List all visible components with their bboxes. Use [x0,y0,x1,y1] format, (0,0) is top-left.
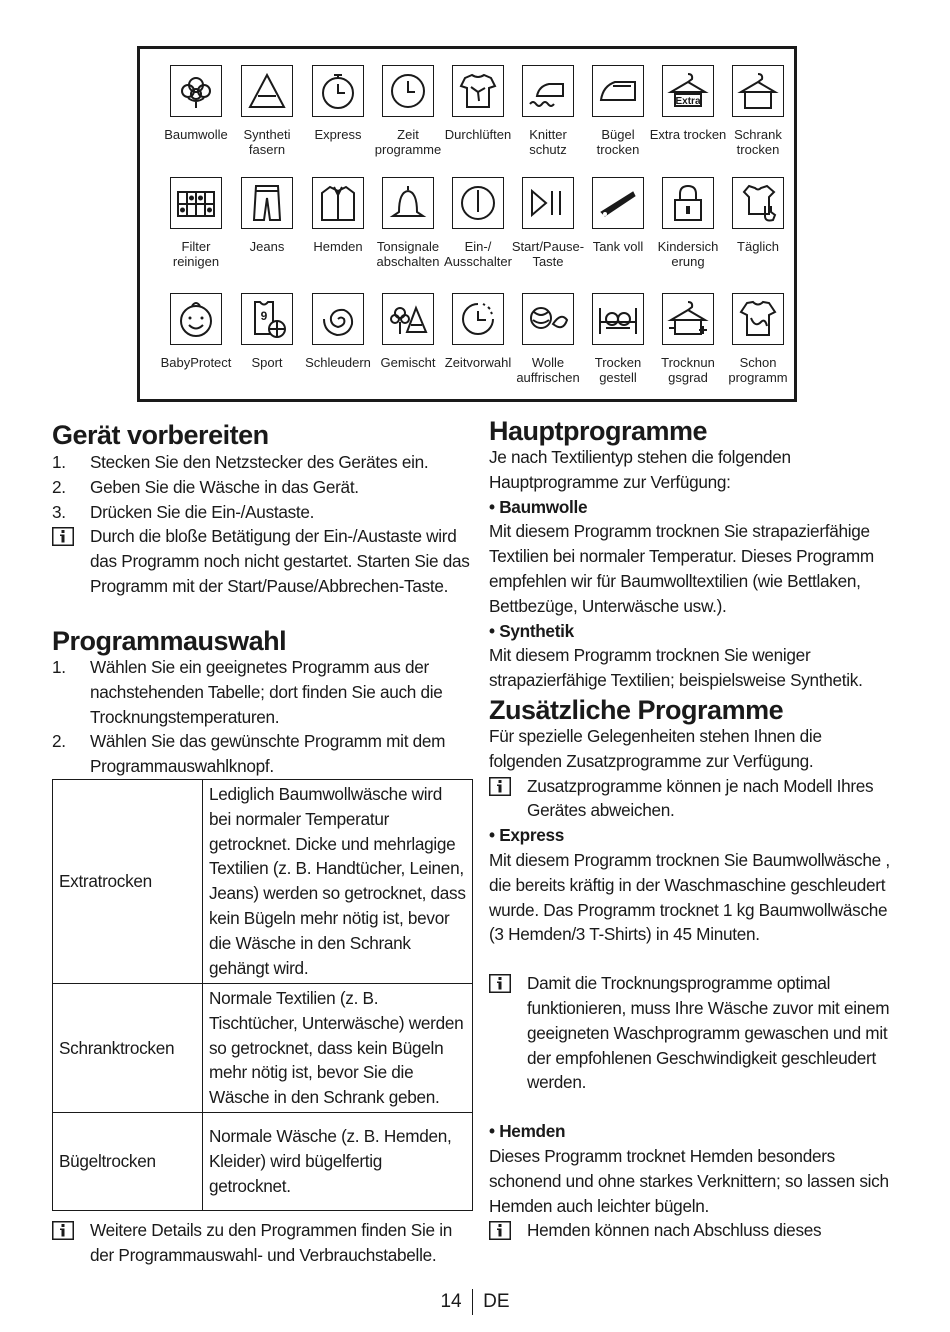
table-cell-description: Lediglich Baumwollwäsche wird bei normaler Temperatur getrocknet. Dicke und mehrlagige Textilien (z. B. Handtücher, Leinen, Jeans) werden so getrocknet, dass kein Bügeln mehr nötig ist, bevor die Wäsche in den Schrank gehängt wird. [203,780,473,984]
stopwatch-icon [312,65,364,117]
symbol-jeans [228,177,306,254]
iron-icon [592,65,644,117]
language-code: DE [483,1291,510,1313]
synthetic-heading: • Synthetik [489,620,574,641]
symbol-clock [369,65,447,157]
table-row [53,1112,473,1210]
cotton-heading: • Baumwolle [489,496,588,517]
extra-programs [489,724,894,1243]
symbol-label: Sport [251,355,283,370]
section-title-extra: Zusätzliche Programme [489,695,784,725]
prepare-note: Durch die bloße Betätigung der Ein-/Austaste wird das Programm noch nicht gestartet. Starten Sie das Programm mit der Start/Pause/Abbrechen-Taste. [52,524,472,598]
symbol-label: Express [314,127,362,142]
symbol-label: Trocknun gsgrad [661,355,715,385]
hanger-extra-icon [662,65,714,117]
info-icon [489,974,511,993]
symbol-lock [649,177,727,269]
shirt-fan-icon [452,65,504,117]
symbol-label: Syntheti fasern [243,127,291,157]
symbol-triangle-bar [228,65,306,157]
extra-intro: Für spezielle Gelegenheiten stehen Ihnen die folgenden Zusatzprogramme zur Verfügung. [489,726,822,771]
prepare-step: 3. Drücken Sie die Ein-/Austaste. [52,501,315,522]
table-cell-program: Extratrocken [53,780,203,984]
symbol-label: Schon programm [728,355,788,385]
page-footer [0,1289,950,1315]
symbol-hanger-box [719,65,797,157]
delicate-shirt-icon [732,293,784,345]
symbol-filter-grid [157,177,235,269]
drying-rack-icon [592,293,644,345]
timer-icon [452,293,504,345]
symbol-label: Schleudern [305,355,371,370]
final-note [52,1218,472,1268]
symbol-timer [439,293,517,370]
info-icon [489,777,511,796]
cotton-flower-icon [170,65,222,117]
express-heading: • Express [489,825,564,846]
symbol-label: Kindersich erung [657,239,719,269]
wool-icon [522,293,574,345]
prepare-step: 1. Stecken Sie den Netzstecker des Gerätes ein. [52,452,429,472]
filter-grid-icon [170,177,222,229]
symbol-label: Trocken gestell [594,355,642,385]
table-cell-program: Bügeltrocken [53,1112,203,1210]
extra-note-1: Zusatzprogramme können je nach Modell Ihres Gerätes abweichen. [489,774,894,824]
symbol-label: Tank voll [592,239,644,254]
symbol-label: Täglich [737,239,779,254]
symbol-hanger-plus-minus [649,293,727,385]
symbol-hanger-extra [649,65,727,142]
symbol-cotton-triangle [369,293,447,370]
page-number: 14 [440,1291,462,1313]
symbol-label: Extra trocken [649,127,727,142]
prepare-steps [52,450,472,599]
prepare-step: 2. Geben Sie die Wäsche in das Gerät. [52,476,359,497]
symbol-drying-rack [579,293,657,385]
play-pause-icon [522,177,574,229]
symbol-shirt [299,177,377,254]
clock-icon [382,65,434,117]
main-programs [489,445,894,693]
table-row [53,984,473,1113]
synthetic-text: Mit diesem Programm trocknen Sie weniger strapazierfähige Textilien; beispielsweise Synthetik. [489,645,863,691]
shirts-text: Dieses Programm trocknet Hemden besonders schonend und ohne starkes Verknittern; so lassen sich Hemden auch leichter bügeln. [489,1145,889,1216]
hanger-box-icon [732,65,784,117]
section-title-prepare: Gerät vorbereiten [52,420,269,450]
symbol-label: Tonsignale abschalten [376,239,440,269]
info-icon [52,527,74,546]
symbol-iron [579,65,657,157]
symbol-label: Knitter schutz [529,127,567,157]
symbol-label: Ein-/ Ausschalter [444,239,512,269]
shirt-icon [312,177,364,229]
jeans-icon [241,177,293,229]
main-intro: Je nach Textilientyp stehen die folgenden Hauptprogramme zur Verfügung: [489,447,791,492]
section-title-selection: Programmauswahl [52,626,287,656]
final-note-item: Weitere Details zu den Programmen finden Sie in der Programmauswahl- und Verbrauchstabelle. [52,1218,472,1268]
triangle-bar-icon [241,65,293,117]
symbol-label: Jeans [249,239,285,254]
symbol-stopwatch [299,65,377,142]
symbol-label: Wolle auffrischen [516,355,580,385]
symbol-wool [509,293,587,385]
symbol-bell [369,177,447,269]
symbol-label: Baumwolle [164,127,228,142]
symbol-label: Schrank trocken [734,127,782,157]
tank-icon [592,177,644,229]
shirts-heading: • Hemden [489,1121,566,1142]
hanger-plus-minus-icon [662,293,714,345]
extra-note-2: Damit die Trocknungsprogramme optimal funktionieren, muss Ihre Wäsche zuvor mit einem geeigneten Waschprogramm gewaschen und mit der empfohlenen Geschwindigkeit geschleudert werden. [489,971,894,1095]
symbol-play-pause [509,177,587,269]
symbol-tshirt-sock [719,177,797,254]
spiral-icon [312,293,364,345]
symbol-iron-steam [509,65,587,157]
iron-steam-icon [522,65,574,117]
symbol-shirt-fan [439,65,517,142]
program-table [52,779,473,1211]
tshirt-sock-icon [732,177,784,229]
symbol-baby-face [157,293,235,370]
symbol-label: Zeit programme [374,127,442,157]
info-icon [489,1221,511,1240]
section-title-main: Hauptprogramme [489,416,708,446]
symbol-power [439,177,517,269]
svg-text:Extra: Extra [675,96,701,107]
footer-divider [472,1289,474,1315]
symbol-delicate-shirt [719,293,797,385]
symbol-label: Bügel trocken [596,127,640,157]
table-row [53,780,473,984]
bell-icon [382,177,434,229]
table-cell-description: Normale Textilien (z. B. Tischtücher, Unterwäsche) werden so getrocknet, dass kein Bügeln mehr nötig ist, bevor Sie die Wäsche in den Schrank geben. [203,984,473,1113]
symbol-label: Durchlüften [444,127,512,142]
symbol-label: BabyProtect [160,355,232,370]
symbol-label: Filter reinigen [172,239,220,269]
symbol-label: Gemischt [380,355,436,370]
selection-step: 2. Wählen Sie das gewünschte Programm mit dem Programmauswahlknopf. [52,731,446,777]
svg-text:9: 9 [260,309,268,323]
baby-face-icon [170,293,222,345]
table-cell-description: Normale Wäsche (z. B. Hemden, Kleider) wird bügelfertig getrocknet. [203,1112,473,1210]
symbol-label: Hemden [313,239,363,254]
symbol-cotton-flower [157,65,235,142]
selection-step: 1. Wählen Sie ein geeignetes Programm aus der nachstehenden Tabelle; dort finden Sie auch die Trocknungstemperaturen. [52,657,443,727]
symbol-label: Start/Pause- Taste [511,239,585,269]
symbol-spiral [299,293,377,370]
jersey-ball-icon [241,293,293,345]
cotton-triangle-icon [382,293,434,345]
cotton-text: Mit diesem Programm trocknen Sie strapazierfähige Textilien bei normaler Temperatur. Dieses Programm empfehlen wir für Baumwolltextilien (wie Bettlaken, Bettbezüge, Unterwäsche usw.). [489,521,874,616]
info-icon [52,1221,74,1240]
extra-note-3: Hemden können nach Abschluss dieses [489,1218,894,1243]
symbol-label: Zeitvorwahl [444,355,512,370]
symbol-tank [579,177,657,254]
lock-icon [662,177,714,229]
power-icon [452,177,504,229]
table-cell-program: Schranktrocken [53,984,203,1113]
selection-steps [52,655,472,779]
symbol-jersey-ball [228,293,306,370]
express-text: Mit diesem Programm trocknen Sie Baumwollwäsche , die bereits kräftig in der Waschmaschine geschleudert wurde. Das Programm trocknet 1 kg Baumwollwäsche (3 Hemden/3 T-Shirts) in 45 Minuten. [489,849,890,945]
symbol-legend-box [137,46,797,402]
